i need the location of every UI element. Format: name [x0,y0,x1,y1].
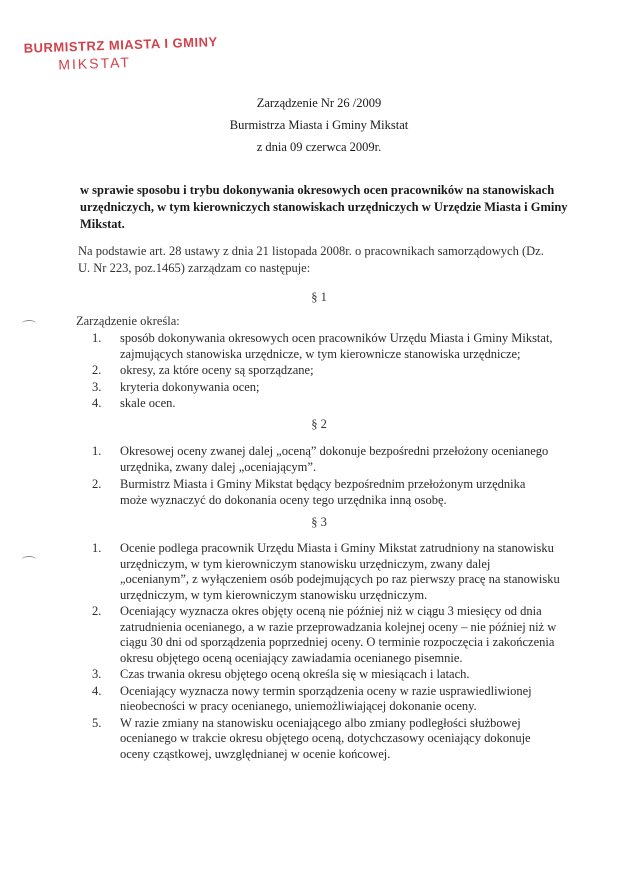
section-3-heading: § 3 [311,515,327,529]
official-stamp [23,34,218,74]
list-item: 2. okresy, za które oceny są sporządzane; [92,363,314,377]
list-item: 1. sposób dokonywania okresowych ocen pracowników Urzędu Miasta i Gminy Mikstat, zajmujących stanowiska urzędnicze, w tym kierownicze stanowiska urzędnicze; [92,331,553,361]
section-1-heading: § 1 [311,290,327,304]
list-item: 1. Ocenie podlega pracownik Urzędu Miasta i Gminy Mikstat zatrudniony na stanowisku urzędniczym, w tym kierowniczym stanowisku urzędniczym, zwany dalej „ocenianym”, z wyłączeniem osób podejmujących po raz pierwszy pracę na stanowisku urzędniczym, w tym kierowniczym stanowisku urzędniczym. [92,541,560,602]
section-1-intro: Zarządzenie określa: [76,314,180,328]
document-date: z dnia 09 czerwca 2009r. [256,140,382,154]
list-item: 3. kryteria dokonywania ocen; [92,379,260,394]
list-item: 1. Okresowej oceny zwanej dalej „oceną” dokonuje bezpośredni przełożony ocenianego urzędnika, zwany dalej „oceniającym”. [92,444,549,474]
document-header [0,92,638,158]
punch-hole-mark [22,320,36,327]
punch-hole-mark [22,556,36,563]
document-title: Zarządzenie Nr 26 /2009 [256,96,382,110]
section-3-list [92,541,562,763]
list-item: 2. Burmistrz Miasta i Gminy Mikstat będący bezpośrednim przełożonym urzędnika może wyznaczyć do dokonania oceny tego urzędnika inną osobę. [92,477,526,507]
section-1-list [92,331,562,413]
legal-basis: Na podstawie art. 28 ustawy z dnia 21 listopada 2008r. o pracownikach samorządowych (Dz. U. Nr 223, poz.1465) zarządzam co następuje: [78,244,544,275]
list-item: 4. skale ocen. [92,396,176,410]
list-item: 4. Oceniający wyznacza nowy termin sporządzenia oceny w razie usprawiedliwionej nieobecności w pracy ocenianego, uniemożliwiającej dokonanie oceny. [92,683,532,713]
document-issuer: Burmistrza Miasta i Gminy Mikstat [229,118,409,132]
stamp-line-2: MIKSTAT [58,54,132,73]
section-2-heading: § 2 [311,417,327,431]
list-item: 2. Oceniający wyznacza okres objęty oceną nie później niż w ciągu 3 miesięcy od dnia zatrudnienia ocenianego, a w razie przeprowadzania kolejnej oceny – nie później niż w ciągu 30 dni od sporządzenia poprzedniej oceny. O terminie rozpoczęcia i zakończenia okresu objętego oceną oceniający zawiadamia ocenianego pisemnie. [92,604,557,665]
document-subject: w sprawie sposobu i trybu dokonywania okresowych ocen pracowników na stanowiskach urzędniczych, w tym kierowniczych stanowiskach urzędniczych w Urzędzie Miasta i Gminy Mikstat. [80,183,568,231]
section-2-list [92,444,552,509]
list-item: 5. W razie zmiany na stanowisku oceniającego albo zmiany podległości służbowej ocenianego w trakcie okresu objętego oceną, dotychczasowy oceniający dokonuje oceny cząstkowej, uwzględnianej w ocenie końcowej. [92,715,531,761]
list-item: 3. Czas trwania okresu objętego oceną określa się w miesiącach i latach. [92,667,470,681]
stamp-line-1: BURMISTRZ MIASTA I GMINY [23,34,218,56]
